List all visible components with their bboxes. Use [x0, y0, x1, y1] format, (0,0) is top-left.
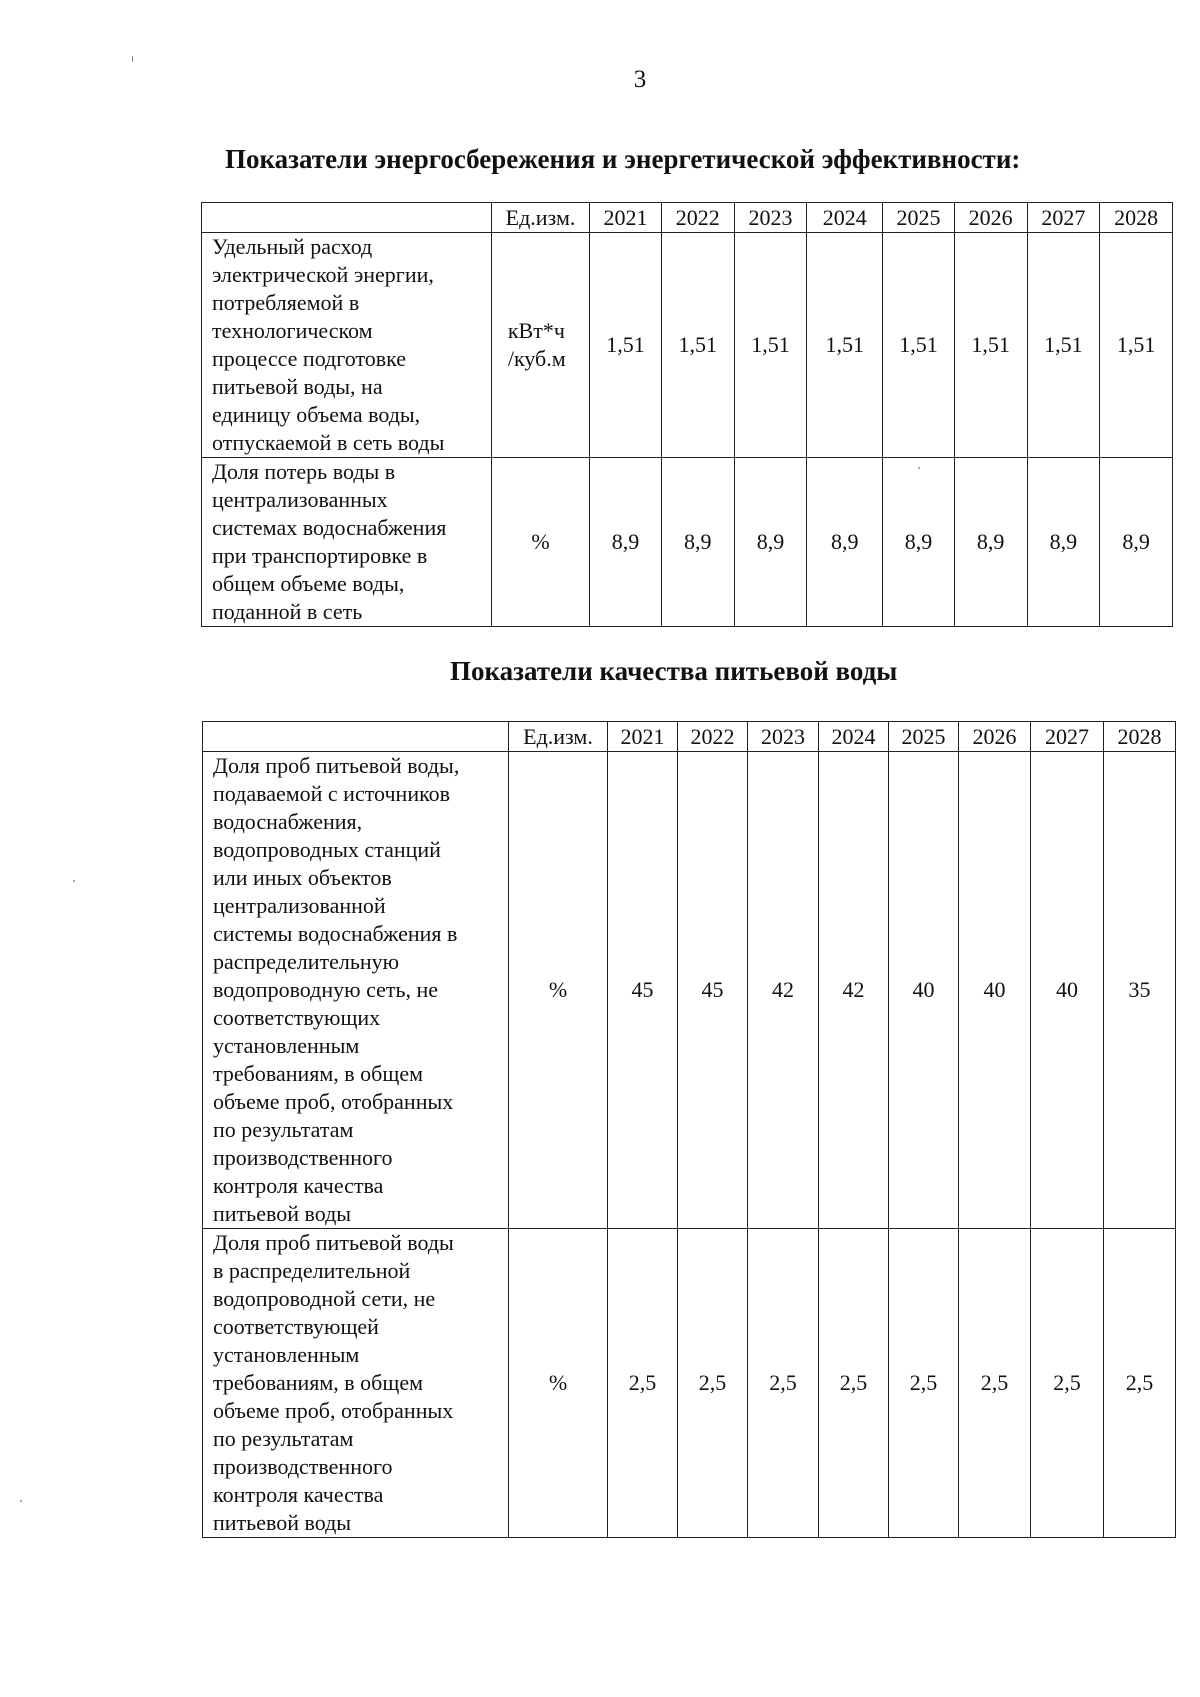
unit-cell: %	[509, 1229, 608, 1538]
value-cell: 2,5	[1104, 1229, 1176, 1538]
unit-header: Ед.изм.	[491, 203, 589, 233]
year-header: 2028	[1104, 722, 1176, 752]
value-cell: 8,9	[1100, 458, 1173, 627]
value-cell: 1,51	[661, 233, 734, 458]
table-row	[203, 752, 1176, 1229]
value-cell: 8,9	[734, 458, 807, 627]
year-header: 2026	[959, 722, 1031, 752]
year-header: 2021	[590, 203, 662, 233]
header-blank-cell	[202, 203, 492, 233]
value-cell: 42	[748, 752, 819, 1229]
indicator-name: Доля проб питьевой воды в распределительной водопроводной сети, не соответствующей установленным требованиям, в общем объеме проб, отобранных по результатам производственного контроля качества питьевой воды	[203, 1229, 509, 1538]
value-cell: 42	[819, 752, 889, 1229]
scan-speck	[20, 1500, 22, 1502]
year-header: 2023	[748, 722, 819, 752]
year-header: 2028	[1100, 203, 1173, 233]
value-cell: 1,51	[807, 233, 883, 458]
value-cell: 2,5	[678, 1229, 748, 1538]
table-row	[202, 458, 1173, 627]
year-header: 2023	[734, 203, 807, 233]
year-header: 2025	[883, 203, 955, 233]
value-cell: 1,51	[954, 233, 1027, 458]
year-header: 2027	[1031, 722, 1104, 752]
scan-speck	[918, 467, 920, 469]
year-header: 2026	[954, 203, 1027, 233]
table-header-row	[203, 722, 1176, 752]
value-cell: 2,5	[608, 1229, 678, 1538]
year-header: 2027	[1027, 203, 1100, 233]
value-cell: 2,5	[959, 1229, 1031, 1538]
value-cell: 1,51	[1100, 233, 1173, 458]
table-header-row	[202, 203, 1173, 233]
value-cell: 45	[608, 752, 678, 1229]
value-cell: 2,5	[1031, 1229, 1104, 1538]
value-cell: 8,9	[661, 458, 734, 627]
value-cell: 8,9	[954, 458, 1027, 627]
header-blank-cell	[203, 722, 509, 752]
indicator-name: Доля проб питьевой воды, подаваемой с источников водоснабжения, водопроводных станций или иных объектов централизованной системы водоснабжения в распределительную водопроводную сеть, не соответствующих установленным требованиям, в общем объеме проб, отобранных по результатам производственного контроля качества питьевой воды	[203, 752, 509, 1229]
table-row	[203, 1229, 1176, 1538]
water-quality-title: Показатели качества питьевой воды	[450, 656, 898, 686]
value-cell: 40	[1031, 752, 1104, 1229]
value-cell: 1,51	[883, 233, 955, 458]
year-header: 2024	[819, 722, 889, 752]
indicator-name: Доля потерь воды в централизованных системах водоснабжения при транспортировке в общем объеме воды, поданной в сеть	[202, 458, 492, 627]
scan-speck	[132, 56, 133, 62]
unit-cell: кВт*ч /куб.м	[491, 233, 589, 458]
unit-header: Ед.изм.	[509, 722, 608, 752]
indicator-name: Удельный расход электрической энергии, потребляемой в технологическом процессе подготовке питьевой воды, на единицу объема воды, отпускаемой в сеть воды	[202, 233, 492, 458]
year-header: 2024	[807, 203, 883, 233]
unit-cell: %	[491, 458, 589, 627]
unit-cell: %	[509, 752, 608, 1229]
year-header: 2021	[608, 722, 678, 752]
value-cell: 40	[959, 752, 1031, 1229]
value-cell: 8,9	[883, 458, 955, 627]
value-cell: 1,51	[734, 233, 807, 458]
value-cell: 8,9	[1027, 458, 1100, 627]
year-header: 2025	[889, 722, 959, 752]
year-header: 2022	[661, 203, 734, 233]
value-cell: 1,51	[1027, 233, 1100, 458]
page-number: 3	[633, 66, 647, 93]
value-cell: 45	[678, 752, 748, 1229]
value-cell: 8,9	[590, 458, 662, 627]
table-row	[202, 233, 1173, 458]
value-cell: 1,51	[590, 233, 662, 458]
value-cell: 2,5	[819, 1229, 889, 1538]
value-cell: 2,5	[748, 1229, 819, 1538]
value-cell: 8,9	[807, 458, 883, 627]
water-quality-table	[202, 721, 1176, 1538]
year-header: 2022	[678, 722, 748, 752]
scan-speck	[73, 880, 75, 882]
energy-efficiency-table	[201, 202, 1173, 627]
energy-efficiency-title: Показатели энергосбережения и энергетической эффективности:	[225, 144, 1021, 174]
value-cell: 40	[889, 752, 959, 1229]
value-cell: 2,5	[889, 1229, 959, 1538]
value-cell: 35	[1104, 752, 1176, 1229]
